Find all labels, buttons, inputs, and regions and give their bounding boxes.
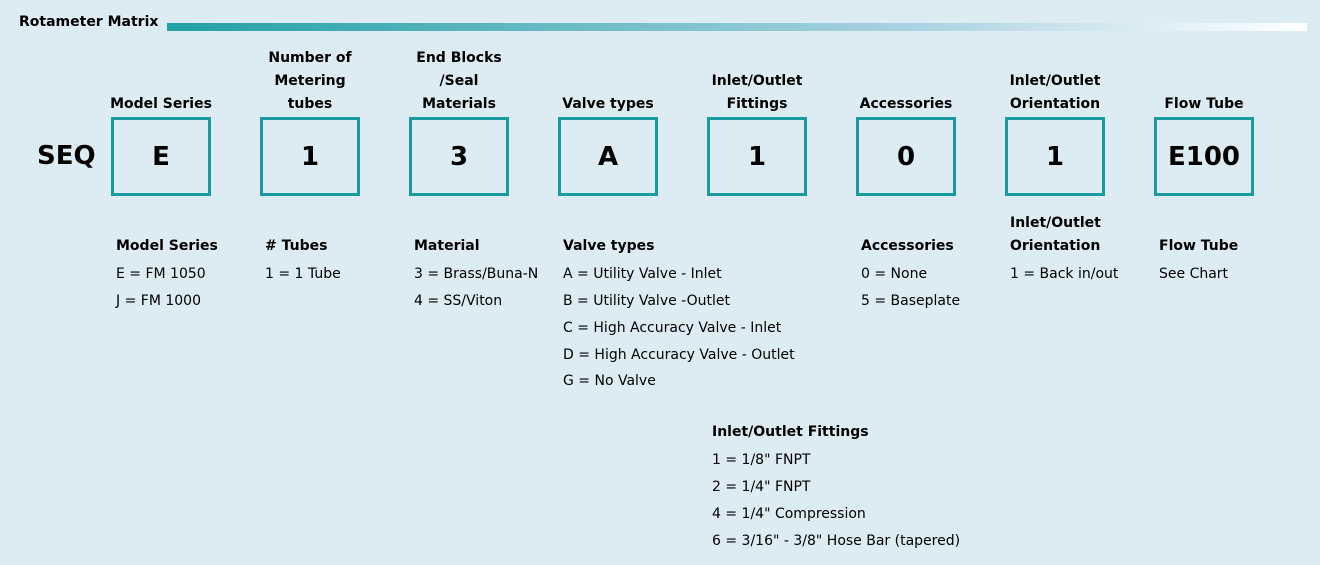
code-box: 1 (260, 117, 360, 196)
column-header: Inlet/Outlet Fittings (711, 73, 803, 112)
legend-accessories (861, 235, 960, 315)
legend-heading: Material (414, 238, 480, 254)
code-box: A (558, 117, 658, 196)
legend-heading: Inlet/Outlet Fittings (712, 424, 869, 440)
part-number-prefix: SEQ (37, 141, 96, 171)
title-underline-bar (167, 23, 1307, 31)
legend-item: C = High Accuracy Valve - Inlet (563, 320, 782, 336)
code-box: E100 (1154, 117, 1254, 196)
legend-heading: Model Series (116, 238, 218, 254)
legend-model-series (116, 235, 218, 315)
legend-heading: Flow Tube (1159, 238, 1239, 254)
legend-item: 4 = SS/Viton (414, 293, 503, 309)
legend-item: B = Utility Valve -Outlet (563, 293, 730, 309)
legend-item: A = Utility Valve - Inlet (563, 266, 722, 282)
column-header: Valve types (562, 96, 654, 112)
legend-item: J = FM 1000 (116, 293, 201, 309)
legend-item: 6 = 3/16" - 3/8" Hose Bar (tapered) (712, 533, 961, 549)
legend-item: G = No Valve (563, 373, 656, 389)
legend-orientation (1010, 212, 1118, 288)
legend-item: 3 = Brass/Buna-N (414, 266, 539, 282)
legend-item: 1 = 1/8" FNPT (712, 452, 811, 468)
legend-item: 1 = 1 Tube (265, 266, 341, 282)
column-header: Model Series (110, 96, 212, 112)
legend-flow-tube (1159, 235, 1238, 288)
column-header: End Blocks /Seal Materials (416, 50, 502, 112)
legend-item: 2 = 1/4" FNPT (712, 479, 811, 495)
legend-heading: Valve types (563, 238, 655, 254)
legend-item: 1 = Back in/out (1010, 266, 1119, 282)
legend-tubes (265, 235, 341, 288)
legend-item: E = FM 1050 (116, 266, 206, 282)
code-box: 3 (409, 117, 509, 196)
legend-heading: # Tubes (265, 238, 328, 254)
column-header: Inlet/Outlet Orientation (1009, 73, 1101, 112)
code-box: 1 (707, 117, 807, 196)
column-header: Flow Tube (1164, 96, 1244, 112)
code-box: 1 (1005, 117, 1105, 196)
legend-item: D = High Accuracy Valve - Outlet (563, 347, 795, 363)
code-box: 0 (856, 117, 956, 196)
column-header: Number of Metering tubes (268, 50, 352, 112)
legend-heading: Inlet/Outlet Orientation (1010, 215, 1101, 254)
legend-item: 4 = 1/4" Compression (712, 506, 866, 522)
legend-item: See Chart (1159, 266, 1229, 282)
page-title: Rotameter Matrix (19, 14, 159, 30)
legend-item: 5 = Baseplate (861, 293, 961, 309)
legend-heading: Accessories (861, 238, 954, 254)
legend-item: 0 = None (861, 266, 928, 282)
column-header: Accessories (859, 96, 953, 112)
legend-fittings (712, 421, 960, 555)
code-box: E (111, 117, 211, 196)
legend-material (414, 235, 538, 315)
legend-valve-types (563, 235, 795, 393)
